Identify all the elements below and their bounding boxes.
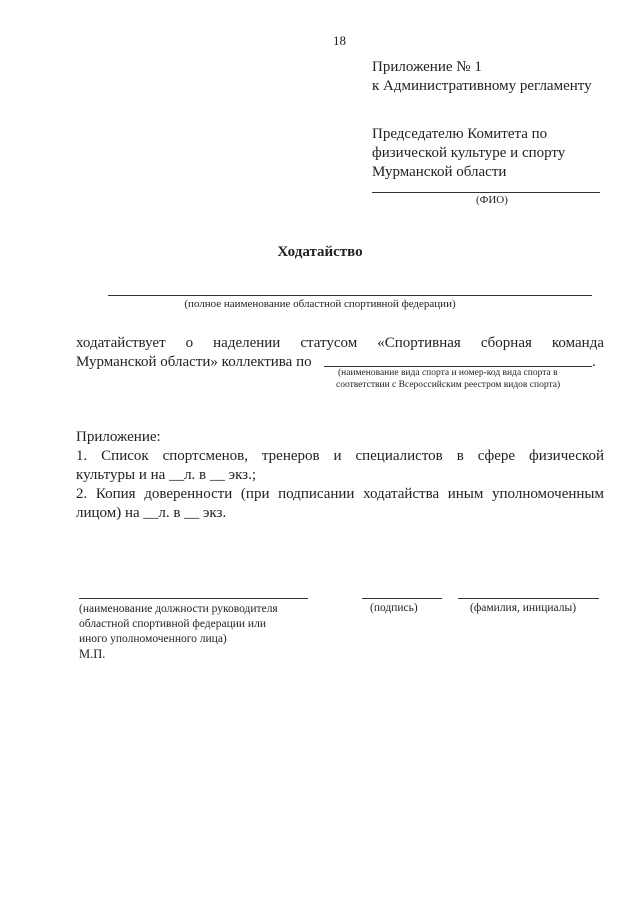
- petition-line-2-end: .: [592, 354, 596, 370]
- attachment-item-1-line-1: 1. Список спортсменов, тренеров и специалистов в сфере физической: [76, 448, 604, 464]
- petition-line-1: ходатайствует о наделении статусом «Спортивная сборная команда: [76, 335, 604, 351]
- attachment-item-1-line-2: культуры и на __л. в __ экз.;: [76, 467, 257, 483]
- signature-caption: (подпись): [370, 602, 418, 614]
- attachments-heading: Приложение:: [76, 429, 161, 445]
- appendix-label: Приложение № 1: [372, 59, 482, 75]
- name-underline: [458, 598, 599, 599]
- sport-caption-1: (наименование вида спорта и номер-код вида спорта в: [338, 368, 558, 378]
- attachment-item-2-line-2: лицом) на __л. в __ экз.: [76, 505, 227, 521]
- position-caption-1: (наименование должности руководителя: [79, 603, 278, 615]
- addressee-line-3: Мурманской области: [372, 164, 507, 180]
- attachment-item-2-line-1: 2. Копия доверенности (при подписании ходатайства иным уполномоченным: [76, 486, 604, 502]
- federation-caption: (полное наименование областной спортивной федерации): [184, 298, 456, 310]
- document-title: Ходатайство: [277, 244, 363, 260]
- page-number: 18: [333, 33, 346, 48]
- position-caption-3: иного уполномоченного лица): [79, 633, 227, 645]
- appendix-to: к Административному регламенту: [372, 78, 592, 94]
- signature-underline: [362, 598, 442, 599]
- position-caption-2: областной спортивной федерации или: [79, 618, 266, 630]
- federation-underline: [108, 295, 592, 296]
- addressee-line-2: физической культуре и спорту: [372, 145, 566, 161]
- addressee-line-1: Председателю Комитета по: [372, 126, 548, 142]
- fio-underline: [372, 192, 600, 193]
- position-underline: [79, 598, 308, 599]
- sport-caption-2: соответствии с Всероссийским реестром видов спорта): [336, 380, 561, 390]
- fio-caption: (ФИО): [476, 194, 508, 206]
- petition-line-2: Мурманской области» коллектива по: [76, 354, 312, 370]
- name-caption: (фамилия, инициалы): [470, 602, 577, 614]
- seal-label: М.П.: [79, 647, 106, 661]
